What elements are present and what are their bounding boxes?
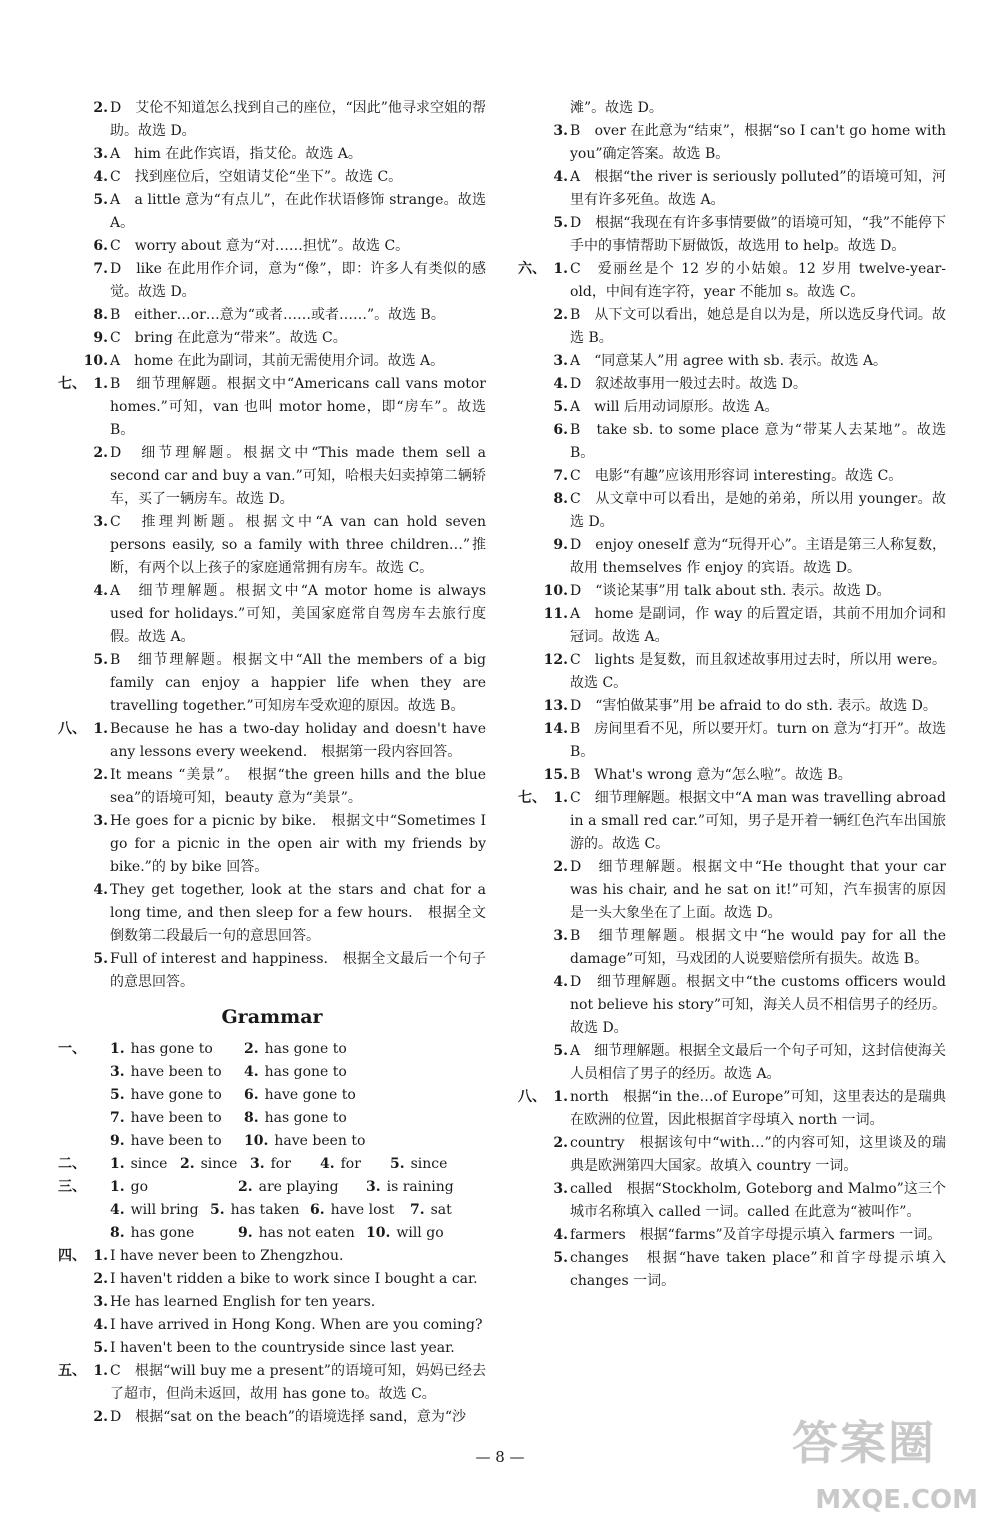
- answer-text: B 细节理解题。根据文中“Americans call vans motor homes.”可知，van 也叫 motor home，即“房车”。故选 B。: [110, 376, 486, 438]
- item-number: 2.: [93, 445, 108, 461]
- answer-text: have been to: [274, 1133, 366, 1149]
- answer-item: [518, 534, 946, 580]
- answer-text: A 根据“the river is seriously polluted”的语境可知，河里有许多死鱼。故选 A。: [570, 169, 946, 208]
- answer-cell: [310, 1199, 410, 1222]
- answer-item: [58, 511, 486, 580]
- answer-text: D 细节理解题。根据文中“the customs officers would not believe his story”可知，海关人员不相信男子的经历。故选 D。: [570, 974, 946, 1036]
- answer-item: [58, 1268, 486, 1291]
- answer-text: Because he has a two-day holiday and doesn't have any lessons every weekend. 根据第一段内容回答。: [110, 721, 486, 760]
- item-number: 2.: [553, 307, 568, 323]
- answer-item: [58, 166, 486, 189]
- answer-text: D 根据“sat on the beach”的语境选择 sand，意为“沙: [110, 1409, 466, 1425]
- answer-item: [518, 856, 946, 925]
- item-number: 5.: [553, 215, 568, 231]
- answer-item: [518, 649, 946, 695]
- item-number: 4.: [320, 1156, 335, 1172]
- item-number: 5.: [110, 1087, 125, 1103]
- answer-item: [518, 1040, 946, 1086]
- answer-item: [58, 1337, 486, 1360]
- answer-item: [58, 350, 486, 373]
- answer-text: B What's wrong 意为“怎么啦”。故选 B。: [570, 767, 852, 783]
- answer-text: country 根据该句中“with…”的内容可知，这里谈及的瑞典是欧洲第四大国家。故填入 country 一词。: [570, 1135, 946, 1174]
- answer-text: Full of interest and happiness. 根据全文最后一个句子的意思回答。: [110, 951, 486, 990]
- answer-cell: [110, 1176, 238, 1199]
- answer-cell: [238, 1176, 366, 1199]
- answer-item: [58, 1291, 486, 1314]
- section-marker: 三、: [58, 1179, 86, 1195]
- item-number: 7.: [553, 468, 568, 484]
- answer-text: north 根据“in the…of Europe”可知，这里表达的是瑞典在欧洲的位置，因此根据首字母填入 north 一词。: [570, 1089, 946, 1128]
- answer-text: D 艾伦不知道怎么找到自己的座位，“因此”他寻求空姐的帮助。故选 D。: [110, 100, 486, 139]
- answer-text: A home 是副词，作 way 的后置定语，其前不用加介词和冠词。故选 A。: [570, 606, 946, 645]
- item-number: 11.: [543, 606, 568, 622]
- answer-text: have gone to: [264, 1087, 356, 1103]
- answer-item: [518, 97, 946, 120]
- answer-text: I have never been to Zhengzhou.: [110, 1248, 344, 1264]
- item-number: 3.: [93, 146, 108, 162]
- answer-text: B 房间里看不见，所以要开灯。turn on 意为“打开”。故选 B。: [570, 721, 946, 760]
- watermark-text: 答案圈: [792, 1416, 936, 1470]
- item-number: 8.: [110, 1225, 125, 1241]
- answer-text: D 根据“我现在有许多事情要做”的语境可知，“我”不能停下手中的事情帮助下厨做饭，故选用 to help。故选 D。: [570, 215, 946, 254]
- answer-text: have lost: [330, 1202, 395, 1218]
- item-number: 15.: [543, 767, 568, 783]
- item-number: 6.: [93, 238, 108, 254]
- section-marker: 四、: [58, 1248, 86, 1264]
- item-number: 2.: [244, 1041, 259, 1057]
- answer-text: are playing: [258, 1179, 339, 1195]
- answer-text: I haven't been to the countryside since last year.: [110, 1340, 455, 1356]
- left-column: [58, 97, 486, 1429]
- item-number: 3.: [553, 353, 568, 369]
- answer-cell: [238, 1222, 366, 1245]
- answer-text: will go: [396, 1225, 444, 1241]
- watermark-logo: [772, 1407, 982, 1517]
- answer-item: [518, 120, 946, 166]
- answer-text: is raining: [386, 1179, 454, 1195]
- answer-text: D enjoy oneself 意为“玩得开心”。主语是第三人称复数，故用 themselves 作 enjoy 的宾语。故选 D。: [570, 537, 946, 576]
- item-number: 1.: [553, 261, 568, 277]
- answer-item: [518, 258, 946, 304]
- item-number: 10.: [366, 1225, 391, 1241]
- answer-cell: [410, 1199, 510, 1222]
- item-number: 2.: [553, 859, 568, 875]
- answer-row: [58, 1084, 486, 1107]
- answer-text: B 从下文可以看出，她总是自以为是，所以选反身代词。故选 B。: [570, 307, 946, 346]
- answer-item: [58, 810, 486, 879]
- answer-row: [58, 1130, 486, 1153]
- item-number: 5.: [390, 1156, 405, 1172]
- answer-text: They get together, look at the stars and chat for a long time, and then sleep for a few hours. 根据全文倒数第二段最后一句的意思回答。: [110, 882, 486, 944]
- answer-row: [58, 1199, 486, 1222]
- answer-item: [518, 971, 946, 1040]
- item-number: 3.: [110, 1064, 125, 1080]
- answer-item: [518, 787, 946, 856]
- answer-text: have been to: [130, 1133, 222, 1149]
- answer-cell: [110, 1222, 238, 1245]
- item-number: 12.: [543, 652, 568, 668]
- answer-text: go: [130, 1179, 149, 1195]
- answer-text: D “害怕做某事”用 be afraid to do sth. 表示。故选 D。: [570, 698, 937, 714]
- answer-cell: [244, 1130, 378, 1153]
- item-number: 6.: [310, 1202, 325, 1218]
- answer-cell: [110, 1061, 244, 1084]
- item-number: 4.: [93, 169, 108, 185]
- item-number: 3.: [553, 1181, 568, 1197]
- item-number: 6.: [244, 1087, 259, 1103]
- answer-text: will bring: [130, 1202, 199, 1218]
- item-number: 1.: [93, 1363, 108, 1379]
- item-number: 2.: [93, 767, 108, 783]
- answer-item: [58, 442, 486, 511]
- item-number: 4.: [553, 376, 568, 392]
- item-number: 2.: [180, 1156, 195, 1172]
- item-number: 2.: [93, 100, 108, 116]
- answer-text: has gone: [130, 1225, 195, 1241]
- answer-text: B take sb. to some place 意为“带某人去某地”。故选 B。: [570, 422, 946, 461]
- section-marker: 八、: [518, 1089, 546, 1105]
- answer-text: since: [130, 1156, 168, 1172]
- answer-item: [518, 488, 946, 534]
- right-column: [518, 97, 946, 1293]
- item-number: 2.: [93, 1271, 108, 1287]
- answer-text: has gone to: [264, 1064, 347, 1080]
- answer-text: has gone to: [264, 1110, 347, 1126]
- item-number: 5.: [553, 1043, 568, 1059]
- item-number: 9.: [238, 1225, 253, 1241]
- answer-cell: [110, 1153, 180, 1176]
- answer-text: B 细节理解题。根据文中“All the members of a big family can enjoy a happier life when they are travelling together.”可知房车受欢迎的原因。故选 B。: [110, 652, 486, 714]
- answer-item: [518, 1132, 946, 1178]
- answer-item: [58, 879, 486, 948]
- answer-text: have been to: [130, 1110, 222, 1126]
- answer-item: [58, 1360, 486, 1406]
- answer-text: C 根据“will buy me a present”的语境可知，妈妈已经去了超市，但尚未返回，故用 has gone to。故选 C。: [110, 1363, 486, 1402]
- answer-item: [518, 396, 946, 419]
- section-marker: 七、: [58, 376, 86, 392]
- answer-cell: [110, 1038, 244, 1061]
- item-number: 5.: [93, 951, 108, 967]
- answer-item: [518, 373, 946, 396]
- answer-row: [58, 1153, 486, 1176]
- answer-item: [518, 350, 946, 373]
- answer-text: A 细节理解题。根据全文最后一个句子可知，这封信使海关人员相信了男子的经历。故选 A。: [570, 1043, 946, 1082]
- answer-cell: [110, 1084, 244, 1107]
- item-number: 7.: [110, 1110, 125, 1126]
- answer-text: A 细节理解题。根据文中“A motor home is always used for holidays.”可知，美国家庭常自驾房车去旅行度假。故选 A。: [110, 583, 486, 645]
- answer-item: [518, 419, 946, 465]
- item-number: 8.: [244, 1110, 259, 1126]
- page-number: — 8 —: [475, 1448, 525, 1466]
- item-number: 4.: [553, 169, 568, 185]
- item-number: 3.: [553, 928, 568, 944]
- item-number: 8.: [553, 491, 568, 507]
- item-number: 7.: [93, 261, 108, 277]
- answer-item: [518, 1178, 946, 1224]
- answer-cell: [244, 1038, 378, 1061]
- answer-text: C 找到座位后，空姐请艾伦“坐下”。故选 C。: [110, 169, 403, 185]
- answer-text: I haven't ridden a bike to work since I bought a car.: [110, 1271, 478, 1287]
- answer-cell: [390, 1153, 460, 1176]
- answer-cell: [250, 1153, 320, 1176]
- answer-cell: [244, 1107, 378, 1130]
- item-number: 14.: [543, 721, 568, 737]
- item-number: 2.: [553, 1135, 568, 1151]
- answer-text: since: [410, 1156, 448, 1172]
- answer-text: He has learned English for ten years.: [110, 1294, 376, 1310]
- answer-item: [58, 235, 486, 258]
- answer-cell: [320, 1153, 390, 1176]
- answer-row: [58, 1038, 486, 1061]
- item-number: 13.: [543, 698, 568, 714]
- answer-text: D 叙述故事用一般过去时。故选 D。: [570, 376, 807, 392]
- answer-item: [518, 465, 946, 488]
- answer-text: called 根据“Stockholm, Goteborg and Malmo”这三个城市名称填入 called 一词。called 在此意为“被叫作”。: [570, 1181, 946, 1220]
- item-number: 3.: [250, 1156, 265, 1172]
- answer-text: C bring 在此意为“带来”。故选 C。: [110, 330, 347, 346]
- answer-text: B either…or…意为“或者……或者……”。故选 B。: [110, 307, 445, 323]
- item-number: 1.: [553, 790, 568, 806]
- answer-text: A will 后用动词原形。故选 A。: [570, 399, 779, 415]
- answer-text: 滩”。故选 D。: [570, 100, 663, 116]
- item-number: 1.: [110, 1041, 125, 1057]
- item-number: 9.: [110, 1133, 125, 1149]
- answer-item: [518, 1247, 946, 1293]
- answer-text: A home 在此为副词，其前无需使用介词。故选 A。: [110, 353, 445, 369]
- answer-item: [58, 373, 486, 442]
- item-number: 3.: [366, 1179, 381, 1195]
- item-number: 9.: [93, 330, 108, 346]
- answer-text: for: [340, 1156, 361, 1172]
- item-number: 3.: [93, 514, 108, 530]
- item-number: 4.: [553, 974, 568, 990]
- answer-cell: [110, 1199, 210, 1222]
- item-number: 1.: [93, 1248, 108, 1264]
- item-number: 1.: [93, 376, 108, 392]
- answer-item: [58, 327, 486, 350]
- item-number: 5.: [553, 399, 568, 415]
- answer-text: have gone to: [130, 1087, 222, 1103]
- answer-item: [518, 580, 946, 603]
- answer-item: [518, 695, 946, 718]
- answer-text: He goes for a picnic by bike. 根据文中“Sometimes I go for a picnic in the open air with my friends by bike.”的 by bike 回答。: [110, 813, 486, 875]
- answer-text: B over 在此意为“结束”，根据“so I can't go home with you”确定答案。故选 B。: [570, 123, 946, 162]
- section-heading-grammar: Grammar: [221, 1006, 323, 1028]
- answer-text: has taken: [230, 1202, 300, 1218]
- item-number: 4.: [93, 583, 108, 599]
- item-number: 9.: [553, 537, 568, 553]
- item-number: 1.: [110, 1179, 125, 1195]
- item-number: 5.: [93, 652, 108, 668]
- answer-cell: [366, 1222, 494, 1245]
- item-number: 4.: [553, 1227, 568, 1243]
- answer-item: [518, 166, 946, 212]
- item-number: 4.: [93, 882, 108, 898]
- answer-item: [518, 1086, 946, 1132]
- answer-item: [58, 143, 486, 166]
- answer-text: D like 在此用作介词，意为“像”，即：许多人有类似的感觉。故选 D。: [110, 261, 486, 300]
- item-number: 2.: [238, 1179, 253, 1195]
- answer-text: A a little 意为“有点儿”，在此作状语修饰 strange。故选 A。: [110, 192, 486, 231]
- item-number: 4.: [110, 1202, 125, 1218]
- section-marker: 一、: [58, 1041, 86, 1057]
- answer-item: [518, 1224, 946, 1247]
- answer-text: C 爱丽丝是个 12 岁的小姑娘。12 岁用 twelve-year-old，中间有连字符，year 不能加 s。故选 C。: [570, 261, 946, 300]
- answer-row: [58, 1107, 486, 1130]
- answer-item: [58, 1245, 486, 1268]
- answer-item: [58, 580, 486, 649]
- answer-text: has gone to: [264, 1041, 347, 1057]
- answer-text: C worry about 意为“对……担忧”。故选 C。: [110, 238, 410, 254]
- answer-item: [58, 304, 486, 327]
- watermark-url: MXQE.COM: [815, 1485, 978, 1515]
- section-marker: 五、: [58, 1363, 86, 1379]
- item-number: 5.: [210, 1202, 225, 1218]
- answer-cell: [180, 1153, 250, 1176]
- answer-text: since: [200, 1156, 238, 1172]
- item-number: 7.: [410, 1202, 425, 1218]
- answer-item: [58, 1406, 486, 1429]
- answer-text: has not eaten: [258, 1225, 355, 1241]
- item-number: 8.: [93, 307, 108, 323]
- answer-text: C 推理判断题。根据文中“A van can hold seven persons easily, so a family with three children…”推断，有两个以上孩子的家庭通常拥有房车。故选 C。: [110, 514, 486, 576]
- section-marker: 八、: [58, 721, 86, 737]
- item-number: 3.: [93, 813, 108, 829]
- answer-row: [58, 1176, 486, 1199]
- answer-item: [58, 97, 486, 143]
- answer-row: [58, 1222, 486, 1245]
- item-number: 10.: [543, 583, 568, 599]
- section-marker: 二、: [58, 1156, 86, 1172]
- answer-cell: [110, 1107, 244, 1130]
- answer-item: [58, 718, 486, 764]
- item-number: 1.: [93, 721, 108, 737]
- answer-item: [518, 603, 946, 649]
- answer-item: [518, 212, 946, 258]
- answer-text: sat: [430, 1202, 452, 1218]
- answer-text: B 细节理解题。根据文中“he would pay for all the damage”可知，马戏团的人说要赔偿所有损失。故选 B。: [570, 928, 946, 967]
- item-number: 10.: [83, 353, 108, 369]
- answer-text: D 细节理解题。根据文中“He thought that your car was his chair, and he sat on it!”可知，汽车损害的原因是一头大象坐在了上面。故选 D。: [570, 859, 946, 921]
- answer-text: A him 在此作宾语，指艾伦。故选 A。: [110, 146, 362, 162]
- item-number: 5.: [93, 192, 108, 208]
- answer-text: D “谈论某事”用 talk about sth. 表示。故选 D。: [570, 583, 891, 599]
- item-number: 4.: [93, 1317, 108, 1333]
- answer-item: [58, 948, 486, 994]
- item-number: 3.: [93, 1294, 108, 1310]
- item-number: 4.: [244, 1064, 259, 1080]
- answer-text: C 细节理解题。根据文中“A man was travelling abroad in a small red car.”可知，男子是开着一辆红色汽车出国旅游的。故选 C。: [570, 790, 946, 852]
- section-marker: 七、: [518, 790, 546, 806]
- answer-item: [518, 718, 946, 764]
- answer-row: [58, 1061, 486, 1084]
- answer-text: I have arrived in Hong Kong. When are you coming?: [110, 1317, 483, 1333]
- answer-item: [518, 304, 946, 350]
- item-number: 5.: [93, 1340, 108, 1356]
- answer-text: farmers 根据“farms”及首字母提示填入 farmers 一词。: [570, 1227, 942, 1243]
- item-number: 6.: [553, 422, 568, 438]
- answer-cell: [110, 1130, 244, 1153]
- answer-item: [58, 764, 486, 810]
- answer-item: [518, 764, 946, 787]
- item-number: 1.: [553, 1089, 568, 1105]
- answer-text: C lights 是复数，而且叙述故事用过去时，所以用 were。故选 C。: [570, 652, 946, 691]
- answer-cell: [244, 1061, 378, 1084]
- answer-item: [58, 258, 486, 304]
- answer-cell: [244, 1084, 378, 1107]
- answer-text: D 细节理解题。根据文中“This made them sell a second car and buy a van.”可知，哈根夫妇卖掉第二辆轿车，买了一辆房车。故选 D。: [110, 445, 486, 507]
- answer-text: C 从文章中可以看出，是她的弟弟，所以用 younger。故选 D。: [570, 491, 946, 530]
- answer-text: It means “美景”。 根据“the green hills and the blue sea”的语境可知，beauty 意为“美景”。: [110, 767, 486, 806]
- answer-text: C 电影“有趣”应该用形容词 interesting。故选 C。: [570, 468, 903, 484]
- item-number: 2.: [93, 1409, 108, 1425]
- answer-text: changes 根据“have taken place”和首字母提示填入 changes 一词。: [570, 1250, 946, 1289]
- answer-text: has gone to: [130, 1041, 213, 1057]
- answer-cell: [210, 1199, 310, 1222]
- item-number: 3.: [553, 123, 568, 139]
- answer-item: [58, 1314, 486, 1337]
- answer-text: have been to: [130, 1064, 222, 1080]
- answer-item: [518, 925, 946, 971]
- item-number: 5.: [553, 1250, 568, 1266]
- section-marker: 六、: [518, 261, 546, 277]
- answer-text: A “同意某人”用 agree with sb. 表示。故选 A。: [570, 353, 888, 369]
- answer-item: [58, 649, 486, 718]
- answer-item: [58, 189, 486, 235]
- answer-cell: [366, 1176, 494, 1199]
- item-number: 1.: [110, 1156, 125, 1172]
- item-number: 10.: [244, 1133, 269, 1149]
- answer-text: for: [270, 1156, 291, 1172]
